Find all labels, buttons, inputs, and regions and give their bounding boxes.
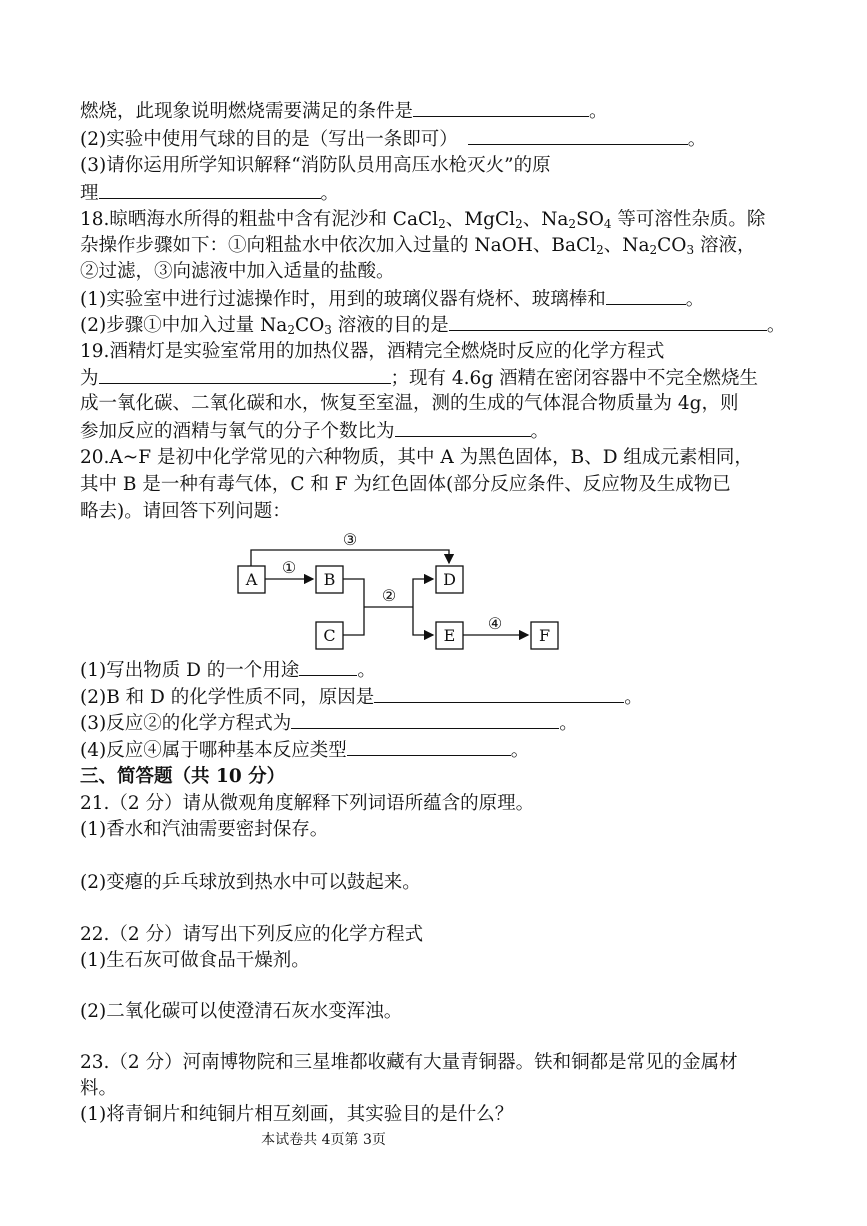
q19-line-1: 19.酒精灯是实验室常用的加热仪器，酒精完全燃烧时反应的化学方程式 — [80, 341, 665, 362]
label-r1: ① — [281, 558, 297, 577]
q23-sub-1: (1)将青铜片和纯铜片相互刻画，其实验目的是什么？ — [80, 1104, 514, 1125]
q19-line-4: 参加反应的酒精与氧气的分子个数比为 。 — [80, 418, 549, 445]
node-c: C — [323, 626, 336, 645]
answer-blank[interactable] — [374, 684, 624, 703]
q21-sub-2: (2)变瘪的乒乓球放到热水中可以鼓起来。 — [80, 872, 421, 893]
q21-stem: 21.（2 分）请从微观角度解释下列词语所蕴含的原理。 — [80, 793, 535, 814]
arrow-r3 — [251, 550, 449, 566]
q21-sub-1: (1)香水和汽油需要密封保存。 — [80, 819, 329, 840]
l1-text: 燃烧，此现象说明燃烧需要满足的条件是 — [80, 101, 414, 122]
q20-line-1: 20.A~F 是初中化学常见的六种物质，其中 A 为黑色固体，B、D 组成元素相同， — [80, 447, 753, 468]
q20-sub-1: (1)写出物质 D 的一个用途 。 — [80, 657, 376, 684]
label-r3: ③ — [342, 530, 358, 549]
q20-sub-3: (3)反应②的化学方程式为 。 — [80, 710, 578, 737]
text-line-1: 燃烧，此现象说明燃烧需要满足的条件是 。 — [80, 98, 608, 125]
q20-sub-4: (4)反应④属于哪种基本反应类型 。 — [80, 737, 529, 764]
text-line-4: 理 。 — [80, 180, 339, 207]
q20-line-3: 略去)。请回答下列问题： — [80, 501, 291, 522]
page-number: 本试卷共 4页第 3页 — [261, 1132, 386, 1148]
text-line-3: (3)请你运用所学知识解释“消防队员用高压水枪灭火”的原 — [80, 155, 551, 176]
q19-line-3: 成一氧化碳、二氧化碳和水，恢复至室温，测的生成的气体混合物质量为 4g，则 — [80, 393, 739, 414]
node-b: B — [323, 570, 336, 589]
q23-line-1: 23.（2 分）河南博物院和三星堆都收藏有大量青铜器。铁和铜都是常见的金属材 — [80, 1052, 738, 1073]
node-a: A — [245, 570, 258, 589]
q22-sub-2: (2)二氧化碳可以使澄清石灰水变浑浊。 — [80, 1001, 403, 1022]
answer-blank[interactable] — [299, 657, 357, 676]
answer-blank[interactable] — [347, 737, 511, 756]
section-3-heading: 三、简答题（共 10 分） — [80, 766, 286, 787]
label-r2: ② — [381, 586, 397, 605]
merge-b — [343, 579, 364, 635]
q18-sub-1: (1)实验室中进行过滤操作时，用到的玻璃仪器有烧杯、玻璃棒和 。 — [80, 286, 704, 313]
q23-line-2: 料。 — [80, 1078, 118, 1099]
q20-line-2: 其中 B 是一种有毒气体，C 和 F 为红色固体(部分反应条件、反应物及生成物已 — [80, 474, 731, 495]
text-line-2: (2)实验中使用气球的目的是（写出一条即可） 。 — [80, 126, 706, 153]
q22-sub-1: (1)生石灰可做食品干燥剂。 — [80, 950, 310, 971]
q22-stem: 22.（2 分）请写出下列反应的化学方程式 — [80, 924, 424, 945]
label-r4: ④ — [487, 614, 503, 633]
node-f: F — [538, 626, 551, 645]
arrow-r2-d — [413, 579, 433, 607]
q18-line-3: ②过滤，③向滤液中加入适量的盐酸。 — [80, 261, 395, 282]
node-d: D — [443, 570, 456, 589]
arrow-r2-e — [413, 607, 433, 635]
page-footer — [0, 1129, 867, 1149]
q18-sub-2: (2)步骤①中加入过量 $Na_2CO_3$ 溶液的目的是 。 — [80, 312, 785, 339]
q20-sub-2: (2)B 和 D 的化学性质不同，原因是 。 — [80, 684, 643, 711]
q18-line-1: 18.晾晒海水所得的粗盐中含有泥沙和 CaCl$_2$、MgCl$_2$、$Na_2SO_4$ 等可溶性杂质。除 — [80, 209, 766, 231]
q18-line-2: 杂操作步骤如下：①向粗盐水中依次加入过量的 NaOH、BaCl$_2$、$Na_2CO_3$ 溶液， — [80, 235, 756, 257]
q19-line-2: 为 ；现有 4.6g 酒精在密闭容器中不完全燃烧生 — [80, 365, 758, 392]
answer-blank[interactable] — [291, 710, 559, 729]
node-e: E — [443, 626, 456, 645]
